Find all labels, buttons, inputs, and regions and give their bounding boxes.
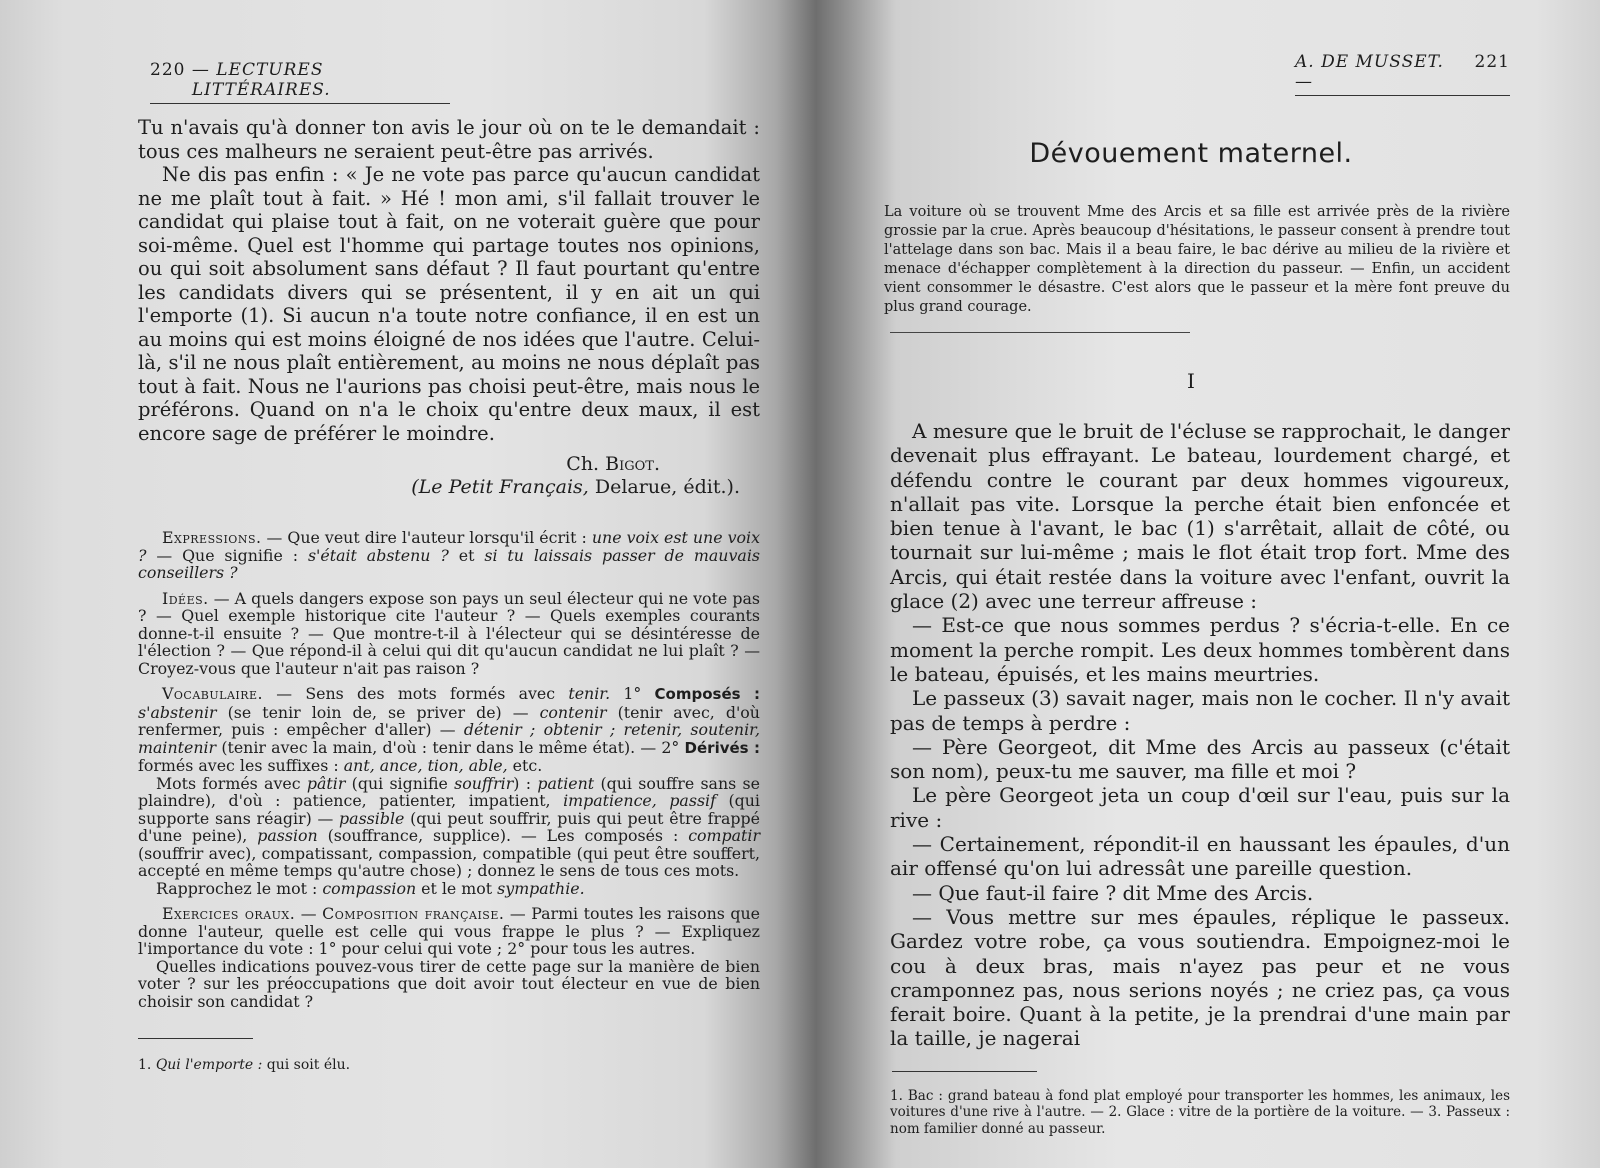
author-prefix: Ch.	[566, 453, 606, 475]
left-main-text	[138, 116, 760, 445]
mots-patient: patient	[537, 773, 595, 793]
vocab-abstenir: s'abstenir	[138, 702, 217, 722]
running-head-right-text: A. DE MUSSET. —	[1295, 52, 1444, 92]
composition-heading: Composition française.	[322, 904, 505, 923]
running-head-right	[1295, 52, 1510, 96]
exercise-oraux	[138, 905, 760, 958]
right-paragraph-1: A mesure que le bruit de l'écluse se rapprochait, le danger devenait plus effrayant. Le bateau, lourdement chargé, et défendu contre le courant par deux hommes vigoureux, n'allait pas vite. Lorsque la perche était bien enfoncée et bien tenue à l'avant, le bac (1) s'arrêtait, allait de côté, ou tournait sur lui-même ; mais le flot était trop fort. Mme des Arcis, qui était restée dans la voiture avec l'enfant, ouvrit la glace (2) avec une terreur affreuse :	[890, 419, 1510, 614]
rappr-sympathie: sympathie.	[497, 878, 585, 898]
footnote-rule-right	[892, 1071, 1037, 1072]
right-main-text	[890, 419, 1510, 1051]
footnote-left-term: Qui l'emporte :	[155, 1057, 263, 1073]
chapter-intro: La voiture où se trouvent Mme des Arcis et sa fille est arrivée près de la rivière grossie par la crue. Après beaucoup d'hésitations, le passeur consent à prendre tout l'attelage dans son bac. Mais il a beau faire, le bac dérive au milieu de la rivière et menace d'échapper complètement à la direction du passeur. — Enfin, un accident vient consommer le désastre. C'est alors que le passeur et la mère font preuve du plus grand courage.	[884, 204, 1510, 315]
vocab-contenir: contenir	[539, 702, 607, 722]
rappr-a: Rapprochez le mot :	[156, 878, 323, 898]
mots-g: (souffrance, supplice). — Les composés :	[317, 826, 689, 845]
footnote-rule-left	[138, 1038, 253, 1039]
vocab-heading: Vocabulaire.	[162, 684, 264, 703]
idees-text: — A quels dangers expose son pays un seul électeur qui ne vote pas ? — Quel exemple historique cite l'auteur ? — Quels exemples courants donne-t-il ensuite ? — Que montre-t-il à l'électeur qui se désintéresse de l'élection ? — Que répond-il à celui qui dit qu'aucun candidat ne lui plaît ? — Croyez-vous que l'auteur n'ait pas raison ?	[138, 588, 760, 678]
source-publisher: Delarue, édit.).	[588, 476, 740, 498]
footnote-left-num: 1.	[138, 1057, 156, 1073]
mots-passion: passion	[257, 826, 318, 845]
mots-c: ) :	[513, 773, 538, 793]
vocab-c: (tenir avec, d'où renfermer, puis : empêcher d'aller) —	[138, 702, 760, 739]
right-paragraph-2: — Est-ce que nous sommes perdus ? s'écria-t-elle. En ce moment la perche rompit. Les deux hommes tombèrent dans le bateau, épuisés, et les mains meurtries.	[890, 613, 1510, 686]
mots-d: (qui souffre sans se plaindre), d'où : patience, patienter, impatient,	[138, 773, 761, 810]
expressions-q1: une voix est une voix ?	[138, 528, 760, 565]
mots-h: (souffrir avec), compatissant, compassion, compatible (qui peut être souffert, accepté en même temps qu'autre chose) ; donnez le sens de tous ces mots.	[138, 843, 760, 880]
mots-compatir: compatir	[688, 826, 761, 845]
mots-impatience: impatience, passif	[563, 791, 716, 810]
vocab-num1: 1°	[610, 684, 655, 703]
section-number: I	[1187, 369, 1195, 393]
right-paragraph-8: — Vous mettre sur mes épaules, réplique le passeux. Gardez votre robe, ça vous soutiendra. Empoignez-moi le cou à deux bras, mais n'ayez pas peur et ne vous cramponnez pas, nous serions noyés ; ne criez pas, ça vous ferait boire. Quant à la petite, je la prendrai d'une main par la taille, je nagerai	[890, 904, 1510, 1051]
mots-souffrir: souffrir	[454, 773, 514, 793]
mots-f: (qui peut souffrir, puis qui peut être frappé d'une peine),	[138, 808, 760, 845]
expressions-mid: — Que signifie :	[146, 545, 308, 565]
mots-patir: pâtir	[306, 773, 346, 793]
exercise-vocabulaire	[138, 685, 760, 775]
vocab-composes: Composés :	[654, 685, 760, 703]
idees-heading: Idées.	[162, 588, 209, 608]
page-number-left: 220	[150, 60, 186, 80]
right-paragraph-5: Le père Georgeot jeta un coup d'œil sur l'eau, puis sur la rive :	[890, 783, 1510, 832]
left-paragraph-1: Tu n'avais qu'à donner ton avis le jour où on te le demandait : tous ces malheurs ne seraient peut-être pas arrivés.	[138, 116, 760, 163]
oraux-heading: Exercices oraux.	[162, 904, 296, 923]
expressions-and: et	[448, 545, 485, 565]
running-head-left-text: — LECTURES LITTÉRAIRES.	[191, 60, 331, 100]
oraux-dash: —	[295, 904, 323, 923]
mots-b: (qui signifie	[345, 773, 455, 793]
mots-passible: passible	[339, 808, 405, 828]
exercise-indications: Quelles indications pouvez-vous tirer de cette page sur la manière de bien voter ? sur les préoccupations que doit avoir tout électeur en vue de bien choisir son candidat ?	[138, 956, 760, 1011]
vocab-e: formés avec les suffixes :	[138, 756, 344, 775]
rappr-compassion: compassion	[322, 878, 417, 898]
author-name: Bigot.	[605, 453, 660, 475]
vocab-derives: Dérivés :	[684, 738, 760, 757]
right-paragraph-7: — Que faut-il faire ? dit Mme des Arcis.	[912, 880, 1314, 905]
exercises-block	[138, 529, 760, 1010]
vocab-a: — Sens des mots formés avec	[263, 684, 569, 703]
intro-rule	[890, 332, 1190, 333]
footnotes-right: 1. Bac : grand bateau à fond plat employé pour transporter les hommes, les animaux, les voitures d'une rive à l'autre. — 2. Glace : vitre de la portière de la voiture. — 3. Passeux : nom familier donné au passeur.	[890, 1087, 1510, 1137]
vocab-d: (tenir avec la main, d'où : tenir dans le même état). — 2°	[216, 737, 685, 757]
expressions-q3: si tu laissais passer de mauvais conseillers ?	[138, 545, 760, 582]
vocab-list: détenir ; obtenir ; retenir, soutenir, maintenir	[138, 720, 760, 757]
right-paragraph-4: — Père Georgeot, dit Mme des Arcis au passeux (c'était son nom), peux-tu me sauver, ma fille et moi ?	[890, 734, 1510, 784]
vocab-tenir: tenir.	[568, 684, 611, 703]
right-page	[820, 0, 1600, 1168]
expressions-text: — Que veut dire l'auteur lorsqu'il écrit :	[261, 528, 592, 547]
oraux-text: — Parmi toutes les raisons que donne l'auteur, quelle est celle qui vous frappe le plus ? — Expliquez l'importance du vote : 1° pour celui qui vote ; 2° pour tous les autres.	[138, 904, 761, 958]
exercise-mots	[138, 775, 760, 880]
left-paragraph-2: Ne dis pas enfin : « Je ne vote pas parce qu'aucun candidat ne me plaît tout à fait. » Hé ! mon ami, s'il fallait trouver le candidat qui plaise tout à fait, on ne voterait guère que pour soi-même. Quel est l'homme qui partage toutes nos opinions, ou qui soit absolument sans défaut ? Il faut pourtant qu'entre les candidats divers qui se présentent, il y en ait un qui l'emporte (1). Si aucun n'a toute notre confiance, il en est un au moins qui est moins éloigné de nos idées que l'autre. Celui-là, s'il ne nous plaît entièrement, au moins ne nous déplaît pas tout à fait. Nous ne l'aurions pas choisi peut-être, mais nous le préférons. Quand on n'a le choix qu'entre deux maux, il est encore sage de préférer le moindre.	[138, 163, 760, 445]
rappr-b: et le mot	[416, 878, 498, 898]
vocab-etc: etc.	[507, 756, 543, 775]
exercise-expressions	[138, 529, 760, 582]
footnote-left-text: qui soit élu.	[262, 1057, 351, 1073]
mots-a: Mots formés avec	[156, 773, 307, 793]
running-head-left	[150, 60, 450, 104]
right-paragraph-3: Le passeux (3) savait nager, mais non le cocher. Il n'y avait pas de temps à perdre :	[890, 686, 1510, 735]
page-number-right: 221	[1474, 52, 1510, 72]
exercise-rapprochez	[138, 880, 760, 898]
expressions-q2: s'était abstenu ?	[307, 545, 449, 565]
expressions-heading: Expressions.	[162, 528, 262, 547]
source-title: (Le Petit Français,	[411, 476, 589, 498]
signature	[138, 453, 740, 499]
exercise-idees	[138, 590, 760, 678]
vocab-suffixes: ant, ance, tion, able,	[343, 756, 508, 775]
chapter-title: Dévouement maternel.	[1029, 138, 1353, 169]
mots-e: (qui supporte sans réagir) —	[138, 791, 760, 828]
right-paragraph-6: — Certainement, répondit-il en haussant les épaules, d'un air offensé qu'on lui adressât une pareille question.	[890, 832, 1510, 881]
vocab-b: (se tenir loin de, se priver de) —	[216, 702, 540, 722]
footnote-left	[138, 1057, 760, 1074]
